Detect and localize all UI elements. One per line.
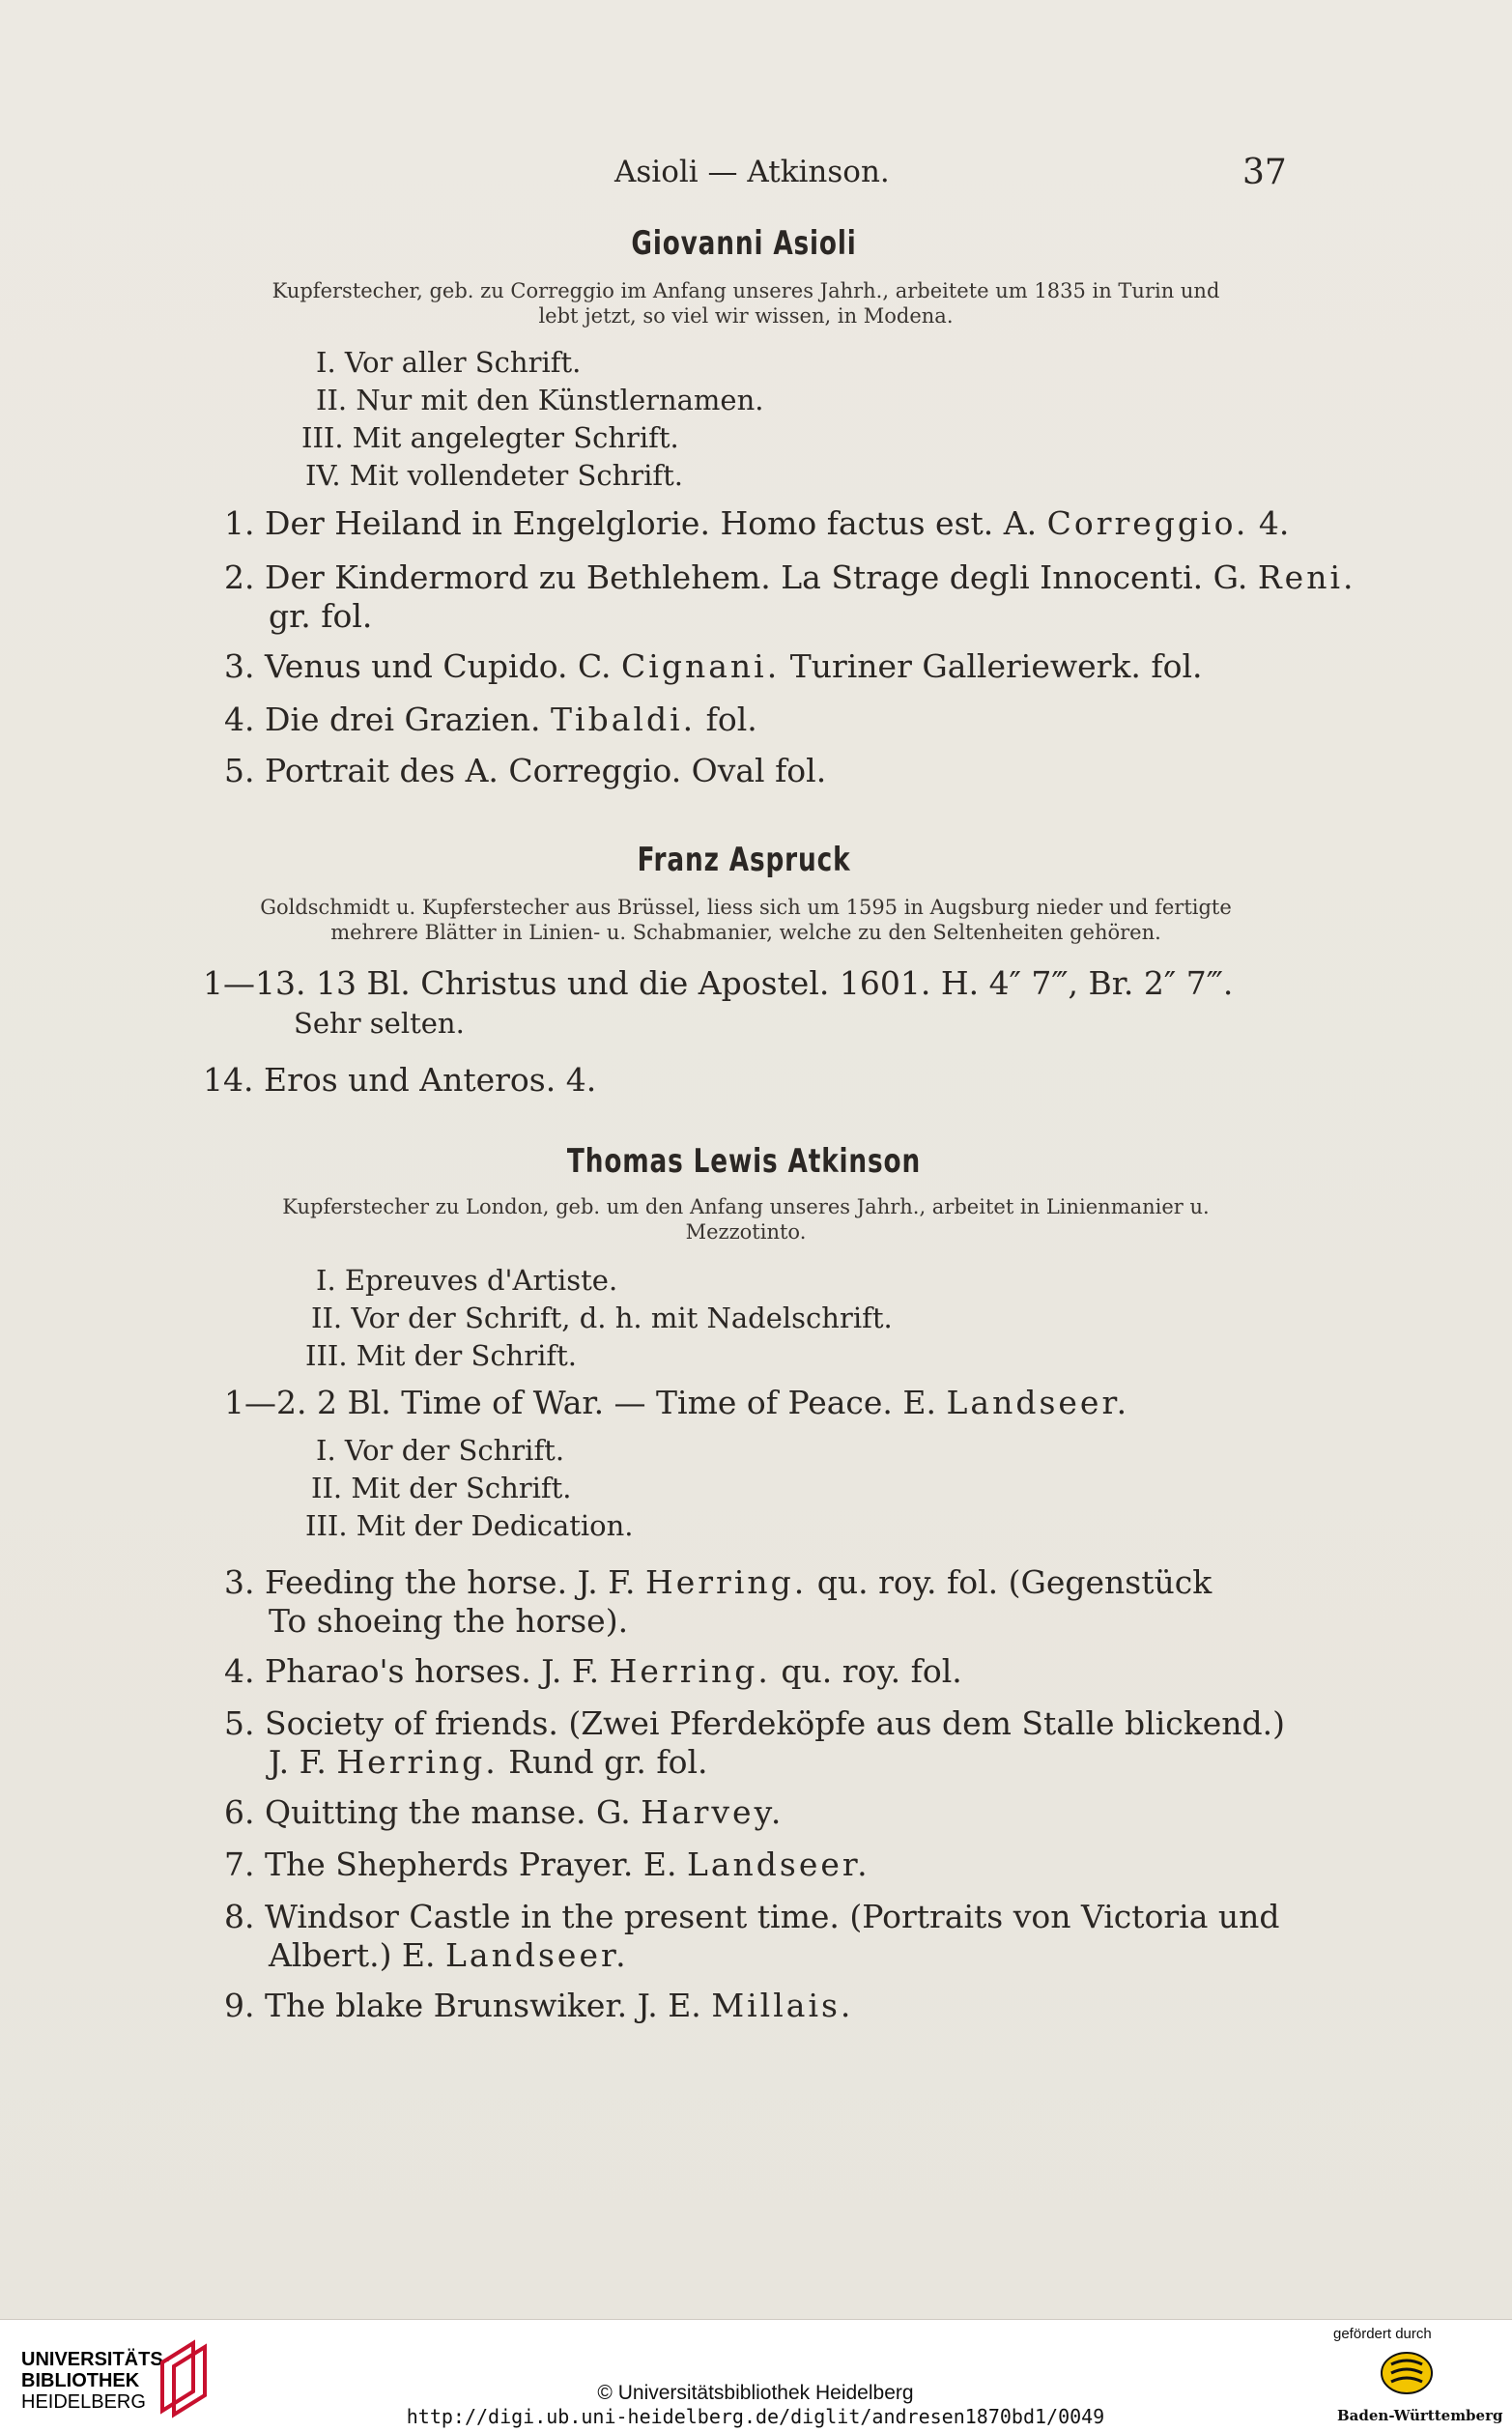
entry-continuation: Albert.) E. Landseer. bbox=[269, 1936, 629, 1974]
page-number: 37 bbox=[1242, 153, 1287, 192]
library-logo-icon bbox=[155, 2333, 216, 2420]
permalink[interactable]: http://digi.ub.uni-heidelberg.de/diglit/andresen1870bd1/0049 bbox=[406, 2405, 1105, 2428]
state-line: I. Vor der Schrift. bbox=[316, 1434, 565, 1467]
artist-bio: Kupferstecher zu London, geb. um den Anfang unseres Jahrh., arbeitet in Linienmanier u. Mezzotinto. bbox=[282, 1195, 1210, 1244]
catalogue-entry: 9. The blake Brunswiker. J. E. Millais. bbox=[224, 1987, 854, 2024]
state-line: III. Mit der Schrift. bbox=[305, 1339, 577, 1372]
library-name: UNIVERSITÄTS- BIBLIOTHEK HEIDELBERG bbox=[21, 2349, 170, 2413]
catalogue-entry: 1—2. 2 Bl. Time of War. — Time of Peace. E. Landseer. bbox=[224, 1384, 1130, 1421]
artist-heading: Franz Aspruck bbox=[637, 841, 851, 879]
state-line: III. Mit der Dedication. bbox=[305, 1509, 634, 1542]
catalogue-entry: 3. Feeding the horse. J. F. Herring. qu. roy. fol. (Gegenstück bbox=[224, 1563, 1212, 1601]
catalogue-entry: 1. Der Heiland in Engelglorie. Homo factus est. A. Correggio. 4. bbox=[224, 504, 1290, 542]
entry-continuation: Sehr selten. bbox=[294, 1007, 465, 1040]
catalogue-entry: 5. Society of friends. (Zwei Pferdeköpfe aus dem Stalle blickend.) bbox=[224, 1704, 1286, 1742]
state-line: II. Vor der Schrift, d. h. mit Nadelschrift. bbox=[311, 1302, 893, 1334]
catalogue-entry: 4. Die drei Grazien. Tibaldi. fol. bbox=[224, 701, 757, 738]
catalogue-entry: 14. Eros und Anteros. 4. bbox=[203, 1061, 597, 1099]
state-line: II. Nur mit den Künstlernamen. bbox=[316, 384, 764, 416]
catalogue-entry: 5. Portrait des A. Correggio. Oval fol. bbox=[224, 752, 827, 789]
entry-continuation: gr. fol. bbox=[269, 597, 373, 635]
catalogue-entry: 2. Der Kindermord zu Bethlehem. La Strage degli Innocenti. G. Reni. bbox=[224, 558, 1356, 596]
state-line: I. Epreuves d'Artiste. bbox=[316, 1264, 618, 1297]
running-head: Asioli — Atkinson. bbox=[614, 155, 890, 189]
catalogue-entry: 6. Quitting the manse. G. Harvey. bbox=[224, 1793, 785, 1831]
state-line: I. Vor aller Schrift. bbox=[316, 346, 582, 379]
state-line: IV. Mit vollendeter Schrift. bbox=[305, 459, 683, 492]
artist-heading: Giovanni Asioli bbox=[631, 224, 857, 263]
artist-bio: Goldschmidt u. Kupferstecher aus Brüssel, liess sich um 1595 in Augsburg nieder und fertigte mehrere Blätter in Linien- u. Schabmanier, welche zu den Seltenheiten gehören. bbox=[260, 896, 1232, 944]
catalogue-entry: 1—13. 13 Bl. Christus und die Apostel. 1601. H. 4″ 7‴, Br. 2″ 7‴. bbox=[203, 964, 1234, 1002]
entry-continuation: J. F. Herring. Rund gr. fol. bbox=[269, 1743, 708, 1781]
catalogue-entry: 7. The Shepherds Prayer. E. Landseer. bbox=[224, 1845, 870, 1883]
funded-by-label: gefördert durch bbox=[1333, 2326, 1432, 2342]
funder-name: Baden-Württemberg bbox=[1337, 2407, 1503, 2424]
entry-continuation: To shoeing the horse). bbox=[269, 1602, 629, 1640]
footer-bar bbox=[0, 2319, 1512, 2432]
state-line: III. Mit angelegter Schrift. bbox=[301, 421, 679, 454]
state-line: II. Mit der Schrift. bbox=[311, 1472, 572, 1504]
catalogue-entry: 8. Windsor Castle in the present time. (Portraits von Victoria und bbox=[224, 1898, 1280, 1935]
catalogue-entry: 4. Pharao's horses. J. F. Herring. qu. roy. fol. bbox=[224, 1652, 962, 1690]
artist-bio: Kupferstecher, geb. zu Correggio im Anfang unseres Jahrh., arbeitete um 1835 in Turin und lebt jetzt, so viel wir wissen, in Modena. bbox=[271, 279, 1220, 328]
catalogue-entry: 3. Venus und Cupido. C. Cignani. Turiner Galleriewerk. fol. bbox=[224, 647, 1203, 685]
copyright-notice: © Universitätsbibliothek Heidelberg bbox=[597, 2382, 914, 2404]
state-coat-of-arms-icon bbox=[1378, 2349, 1436, 2397]
artist-heading: Thomas Lewis Atkinson bbox=[566, 1142, 922, 1181]
